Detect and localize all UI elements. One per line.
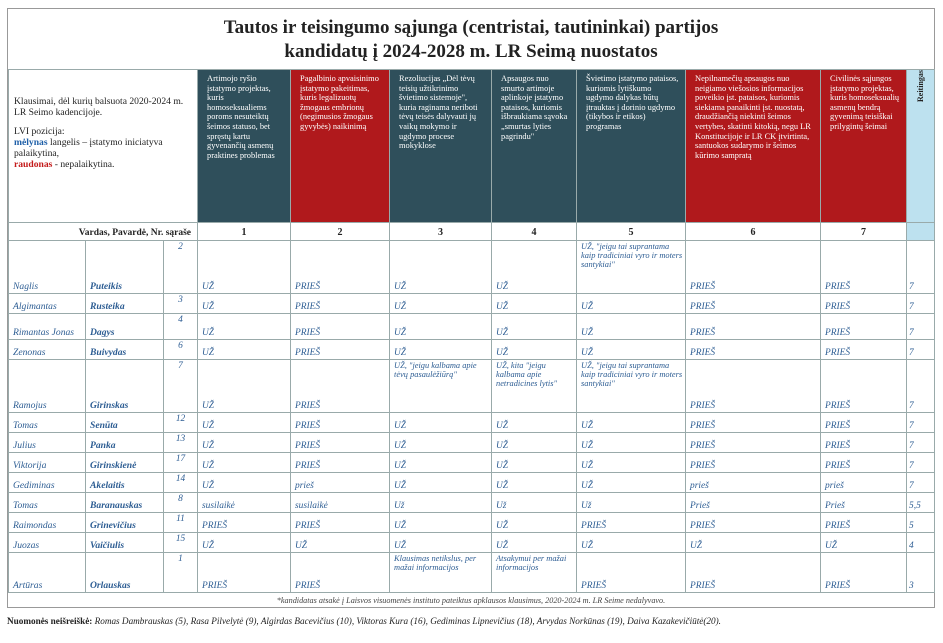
vote-cell (577, 513, 686, 533)
candidate-rating: 5,5 (907, 493, 935, 513)
vote-text: UŽ, "jeigu tai suprantama kaip tradiciniai vyro ir moters santykiai" (581, 361, 683, 388)
vote-text: PRIEŠ (690, 348, 716, 358)
vote-cell (291, 433, 390, 453)
question-6 (686, 70, 821, 223)
vote-text: UŽ (394, 461, 407, 471)
vote-text: PRIEŠ (825, 581, 851, 591)
candidate-rating: 7 (907, 433, 935, 453)
vote-cell (492, 360, 577, 413)
question-7 (821, 70, 907, 223)
candidate-first-name: Gediminas (9, 473, 86, 493)
candidate-list-number: 2 (164, 241, 198, 294)
vote-cell (686, 294, 821, 314)
candidate-rating: 4 (907, 533, 935, 553)
vote-text: UŽ (496, 541, 509, 551)
question-3 (390, 70, 492, 223)
vote-cell (686, 360, 821, 413)
vote-cell (821, 241, 907, 294)
vote-text: Už (496, 501, 507, 511)
vote-text: Prieš (825, 501, 845, 511)
table-row (9, 433, 935, 453)
page-title (8, 9, 934, 69)
vote-cell (821, 433, 907, 453)
vote-text: PRIEŠ (295, 348, 321, 358)
legend-text (14, 126, 193, 170)
vote-cell (492, 314, 577, 340)
question-5 (577, 70, 686, 223)
vote-text: UŽ (394, 282, 407, 292)
vote-cell (291, 241, 390, 294)
vote-text: UŽ (394, 521, 407, 531)
vote-cell (821, 340, 907, 360)
vote-text: UŽ (581, 302, 594, 312)
table-row (9, 513, 935, 533)
legend-red-rest: - nepalaikytina. (52, 159, 115, 170)
vote-cell (198, 533, 291, 553)
vote-text: UŽ (581, 461, 594, 471)
vote-cell (390, 533, 492, 553)
candidate-list-number: 14 (164, 473, 198, 493)
candidate-last-name: Baranauskas (86, 493, 164, 513)
candidate-rating: 7 (907, 473, 935, 493)
rating-header (907, 70, 935, 223)
candidate-first-name: Rimantas Jonas (9, 314, 86, 340)
vote-text: PRIEŠ (690, 282, 716, 292)
vote-text: UŽ (581, 421, 594, 431)
vote-text: PRIEŠ (295, 282, 321, 292)
question-2-text: Pagalbinio apvaisinimo įstatymo pakeitimas, kuris legalizuotų žmogaus embrionų (negimusios žmogaus gyvybės) naikinimą (300, 74, 379, 131)
vote-text: PRIEŠ (690, 328, 716, 338)
vote-text: UŽ (496, 348, 509, 358)
vote-cell (686, 413, 821, 433)
intro-cell (9, 70, 198, 223)
no-opinion-names: Romas Dambrauskas (5), Rasa Pilvelytė (9), Algirdas Bacevičius (10), Viktoras Kura (16), Gediminas Lipnevičius (18), Arvydas Norkūnas (19), Daiva Kazakevičiūtė(20). (94, 616, 721, 626)
vote-text: PRIEŠ (295, 421, 321, 431)
column-number: 6 (686, 223, 821, 241)
vote-text: PRIEŠ (690, 521, 716, 531)
vote-text: prieš (295, 481, 314, 491)
vote-cell (821, 533, 907, 553)
column-number: 1 (198, 223, 291, 241)
vote-cell (577, 433, 686, 453)
candidate-rating: 7 (907, 340, 935, 360)
vote-cell (492, 533, 577, 553)
vote-text: PRIEŠ (690, 441, 716, 451)
vote-cell (198, 294, 291, 314)
candidate-list-number: 11 (164, 513, 198, 533)
vote-text: PRIEŠ (825, 348, 851, 358)
vote-text: PRIEŠ (295, 521, 321, 531)
vote-text: PRIEŠ (202, 581, 228, 591)
vote-cell (686, 340, 821, 360)
vote-cell (390, 433, 492, 453)
vote-text: Atsakymui per mažai informacijos (496, 554, 567, 572)
column-number: 7 (821, 223, 907, 241)
vote-cell (577, 314, 686, 340)
vote-text: Klausimas netikslus, per mažai informacijos (394, 554, 477, 572)
vote-cell (821, 553, 907, 593)
candidate-last-name: Girinskienė (86, 453, 164, 473)
positions-table (8, 69, 935, 593)
column-number: 2 (291, 223, 390, 241)
vote-text: UŽ (496, 461, 509, 471)
vote-cell (390, 513, 492, 533)
question-6-text: Nepilnamečių apsaugos nuo neigiamo viešosios informacijos poveikio įst. pataisos, kuriomis siekiama panaikinti įst. nuostatą, draudžiančią niekinti šeimos vertybes, skatinti kitokią, negu LR Konstitucijoje ir LR CK įtvirtinta, santuokos sudarymo ir šeimos kūrimo sampratą (695, 74, 811, 160)
vote-text: Prieš (690, 501, 710, 511)
vote-text: UŽ (295, 541, 308, 551)
question-1-text: Artimojo ryšio įstatymo projektas, kuris homoseksualiems poroms nesuteiktų šeimos statuso, bet spręstų kartu gyvenančių asmenų praktines problemas (207, 74, 275, 160)
question-3-text: Rezoliucijas „Dėl tėvų teisių užtikrinimo švietimo sistemoje", kuria raginama neriboti tėvų teisės dalyvauti jų vaikų mokymo ir ugdymo procese mokyklose (399, 74, 478, 151)
table-row (9, 294, 935, 314)
candidate-list-number: 17 (164, 453, 198, 473)
vote-text: UŽ (496, 328, 509, 338)
footnote: *kandidatas atsakė į Laisvos visuomenės instituto pateiktus apklausos klausimus, 2020-2024 m. LR Seime nedalyvavo. (276, 596, 666, 605)
vote-text: UŽ (202, 302, 215, 312)
vote-text: prieš (825, 481, 844, 491)
vote-text: UŽ (581, 348, 594, 358)
vote-cell (390, 473, 492, 493)
vote-cell (198, 241, 291, 294)
vote-cell (198, 360, 291, 413)
table-row (9, 553, 935, 593)
vote-cell (492, 433, 577, 453)
vote-cell (291, 533, 390, 553)
vote-text: PRIEŠ (295, 401, 321, 411)
candidate-rating: 5 (907, 513, 935, 533)
vote-cell (686, 453, 821, 473)
vote-text: UŽ (394, 328, 407, 338)
vote-cell (291, 473, 390, 493)
vote-cell (390, 294, 492, 314)
vote-cell (492, 493, 577, 513)
vote-text: PRIEŠ (825, 328, 851, 338)
title-line-1: Tautos ir teisingumo sąjunga (centristai, tautininkai) partijos (223, 17, 719, 38)
title-line-2: kandidatų į 2024-2028 m. LR Seimą nuostatos (284, 41, 658, 62)
vote-cell (577, 533, 686, 553)
rating-header-text: Reitingas (916, 70, 926, 102)
vote-cell (198, 433, 291, 453)
name-header: Vardas, Pavardė, Nr. sąraše (9, 223, 198, 241)
vote-cell (821, 413, 907, 433)
vote-text: PRIEŠ (295, 441, 321, 451)
vote-cell (492, 553, 577, 593)
vote-cell (291, 493, 390, 513)
vote-cell (492, 413, 577, 433)
table-row (9, 473, 935, 493)
vote-cell (577, 340, 686, 360)
candidate-last-name: Senūta (86, 413, 164, 433)
vote-cell (686, 493, 821, 513)
candidate-list-number: 1 (164, 553, 198, 593)
candidate-last-name: Puteikis (86, 241, 164, 294)
vote-cell (390, 413, 492, 433)
candidate-list-number: 12 (164, 413, 198, 433)
vote-cell (821, 360, 907, 413)
candidate-rating: 7 (907, 241, 935, 294)
candidate-list-number: 3 (164, 294, 198, 314)
candidate-list-number: 13 (164, 433, 198, 453)
table-row (9, 360, 935, 413)
vote-text: prieš (690, 481, 709, 491)
vote-text: UŽ (394, 421, 407, 431)
vote-text: susilaikė (295, 501, 328, 511)
vote-cell (577, 241, 686, 294)
question-4 (492, 70, 577, 223)
vote-text: UŽ (394, 348, 407, 358)
vote-cell (390, 340, 492, 360)
table-row (9, 533, 935, 553)
legend-blue-rest: langelis – įstatymo iniciatyva palaikytina, (14, 137, 163, 159)
vote-text: UŽ (496, 521, 509, 531)
vote-text: PRIEŠ (295, 328, 321, 338)
vote-text: UŽ (202, 328, 215, 338)
candidate-last-name: Dagys (86, 314, 164, 340)
vote-cell (198, 493, 291, 513)
column-number: 5 (577, 223, 686, 241)
vote-text: PRIEŠ (690, 421, 716, 431)
vote-cell (821, 453, 907, 473)
vote-text: UŽ (496, 282, 509, 292)
table-row (9, 453, 935, 473)
vote-cell (492, 453, 577, 473)
candidate-rating: 3 (907, 553, 935, 593)
candidate-list-number: 7 (164, 360, 198, 413)
vote-cell (821, 314, 907, 340)
vote-cell (198, 453, 291, 473)
vote-text: UŽ, kita "jeigu kalbama apie netradicines lytis" (496, 361, 557, 388)
vote-cell (686, 513, 821, 533)
candidate-first-name: Naglis (9, 241, 86, 294)
vote-cell (577, 413, 686, 433)
vote-text: PRIEŠ (690, 302, 716, 312)
vote-text: Už (581, 501, 592, 511)
candidate-list-number: 6 (164, 340, 198, 360)
no-opinion-label: Nuomonės neišreiškė: (7, 616, 93, 626)
candidate-rating: 7 (907, 453, 935, 473)
vote-text: PRIEŠ (825, 282, 851, 292)
vote-cell (686, 473, 821, 493)
table-row (9, 314, 935, 340)
vote-text: UŽ (690, 541, 703, 551)
vote-cell (821, 294, 907, 314)
candidate-rating: 7 (907, 294, 935, 314)
candidate-first-name: Julius (9, 433, 86, 453)
column-number: 3 (390, 223, 492, 241)
vote-cell (577, 453, 686, 473)
vote-text: UŽ (496, 441, 509, 451)
legend-blue-word: mėlynas (14, 137, 48, 148)
vote-cell (577, 473, 686, 493)
candidate-last-name: Rusteika (86, 294, 164, 314)
candidate-first-name: Ramojus (9, 360, 86, 413)
vote-text: PRIEŠ (690, 581, 716, 591)
candidate-first-name: Artūras (9, 553, 86, 593)
vote-cell (390, 360, 492, 413)
vote-cell (821, 473, 907, 493)
vote-cell (390, 241, 492, 294)
vote-text: PRIEŠ (690, 401, 716, 411)
vote-text: UŽ (581, 328, 594, 338)
vote-cell (390, 453, 492, 473)
vote-text: UŽ (581, 441, 594, 451)
candidate-last-name: Buivydas (86, 340, 164, 360)
vote-text: PRIEŠ (202, 521, 228, 531)
vote-cell (390, 493, 492, 513)
vote-cell (577, 294, 686, 314)
vote-cell (492, 513, 577, 533)
vote-text: UŽ (202, 421, 215, 431)
question-2 (291, 70, 390, 223)
vote-text: UŽ (202, 348, 215, 358)
candidate-last-name: Akelaitis (86, 473, 164, 493)
question-4-text: Apsaugos nuo smurto artimoje aplinkoje įstatymo pataisos, kuriomis išbraukiama sąvoka „smurtas lyties pagrindu" (501, 74, 568, 141)
vote-text: PRIEŠ (295, 302, 321, 312)
vote-text: UŽ (202, 441, 215, 451)
table-row (9, 241, 935, 294)
question-header-row (9, 70, 935, 223)
candidate-list-number: 4 (164, 314, 198, 340)
vote-cell (198, 553, 291, 593)
candidate-list-number: 8 (164, 493, 198, 513)
legend-lvi-label: LVI pozicija: (14, 126, 65, 137)
vote-cell (577, 360, 686, 413)
vote-text: UŽ (496, 302, 509, 312)
vote-text: UŽ (394, 302, 407, 312)
vote-cell (198, 340, 291, 360)
vote-text: PRIEŠ (690, 461, 716, 471)
vote-text: PRIEŠ (295, 461, 321, 471)
vote-cell (198, 413, 291, 433)
vote-cell (686, 241, 821, 294)
vote-cell (492, 241, 577, 294)
vote-cell (291, 413, 390, 433)
vote-cell (291, 553, 390, 593)
vote-cell (390, 553, 492, 593)
candidate-list-number: 15 (164, 533, 198, 553)
legend-red-word: raudonas (14, 159, 53, 170)
candidate-first-name: Algimantas (9, 294, 86, 314)
candidate-first-name: Tomas (9, 413, 86, 433)
vote-text: UŽ, "jeigu tai suprantama kaip tradiciniai vyro ir moters santykiai" (581, 242, 683, 269)
vote-text: PRIEŠ (825, 521, 851, 531)
rating-header-spacer (907, 223, 935, 241)
question-7-text: Civilinės sąjungos įstatymo projektas, kuris homoseksualių asmenų bendrą gyvenimą teisiškai prilygintų šeimai (830, 74, 900, 131)
candidate-last-name: Vaičiulis (86, 533, 164, 553)
candidate-first-name: Juozas (9, 533, 86, 553)
vote-text: PRIEŠ (825, 421, 851, 431)
candidate-first-name: Raimondas (9, 513, 86, 533)
vote-text: UŽ (825, 541, 838, 551)
vote-text: UŽ (202, 282, 215, 292)
vote-cell (291, 453, 390, 473)
table-row (9, 340, 935, 360)
intro-text: Klausimai, dėl kurių balsuota 2020-2024 m. LR Seimo kadencijoje. (14, 96, 184, 118)
column-number: 4 (492, 223, 577, 241)
vote-cell (291, 294, 390, 314)
vote-cell (291, 340, 390, 360)
document-frame (7, 8, 935, 608)
candidate-last-name: Grinevičius (86, 513, 164, 533)
vote-cell (577, 553, 686, 593)
vote-text: PRIEŠ (825, 461, 851, 471)
table-row (9, 493, 935, 513)
vote-text: susilaikė (202, 501, 235, 511)
vote-text: UŽ (581, 541, 594, 551)
vote-cell (492, 473, 577, 493)
vote-text: UŽ (202, 541, 215, 551)
vote-cell (492, 340, 577, 360)
vote-text: UŽ, "jeigu kalbama apie tėvų pasaulėžiūrą" (394, 361, 477, 379)
candidate-rating: 7 (907, 314, 935, 340)
candidate-first-name: Viktorija (9, 453, 86, 473)
vote-text: Už (394, 501, 405, 511)
vote-text: UŽ (394, 481, 407, 491)
vote-text: PRIEŠ (825, 302, 851, 312)
vote-cell (390, 314, 492, 340)
vote-cell (821, 493, 907, 513)
vote-cell (821, 513, 907, 533)
vote-cell (492, 294, 577, 314)
no-opinion-line (7, 616, 721, 626)
vote-text: PRIEŠ (825, 441, 851, 451)
vote-cell (198, 314, 291, 340)
vote-text: UŽ (202, 481, 215, 491)
candidate-last-name: Orlauskas (86, 553, 164, 593)
vote-text: PRIEŠ (295, 581, 321, 591)
question-5-text: Švietimo įstatymo pataisos, kuriomis lytiškumo ugdymo dalykas būtų įtrauktas į dorinio ugdymo (tikybos ir etikos) programas (586, 74, 679, 131)
candidate-last-name: Girinskas (86, 360, 164, 413)
vote-cell (291, 314, 390, 340)
vote-cell (291, 513, 390, 533)
column-number-row (9, 223, 935, 241)
vote-text: PRIEŠ (825, 401, 851, 411)
vote-text: UŽ (581, 481, 594, 491)
candidate-rating: 7 (907, 413, 935, 433)
vote-text: PRIEŠ (581, 521, 607, 531)
vote-text: UŽ (202, 461, 215, 471)
vote-text: UŽ (202, 401, 215, 411)
table-row (9, 413, 935, 433)
vote-text: UŽ (394, 541, 407, 551)
vote-cell (686, 433, 821, 453)
vote-cell (686, 553, 821, 593)
vote-cell (198, 473, 291, 493)
vote-text: UŽ (496, 421, 509, 431)
candidate-first-name: Zenonas (9, 340, 86, 360)
candidate-last-name: Panka (86, 433, 164, 453)
vote-text: UŽ (394, 441, 407, 451)
vote-cell (686, 533, 821, 553)
question-1 (198, 70, 291, 223)
vote-cell (198, 513, 291, 533)
vote-text: UŽ (496, 481, 509, 491)
vote-text: PRIEŠ (581, 581, 607, 591)
vote-cell (291, 360, 390, 413)
candidate-first-name: Tomas (9, 493, 86, 513)
candidate-rating: 7 (907, 360, 935, 413)
vote-cell (577, 493, 686, 513)
vote-cell (686, 314, 821, 340)
